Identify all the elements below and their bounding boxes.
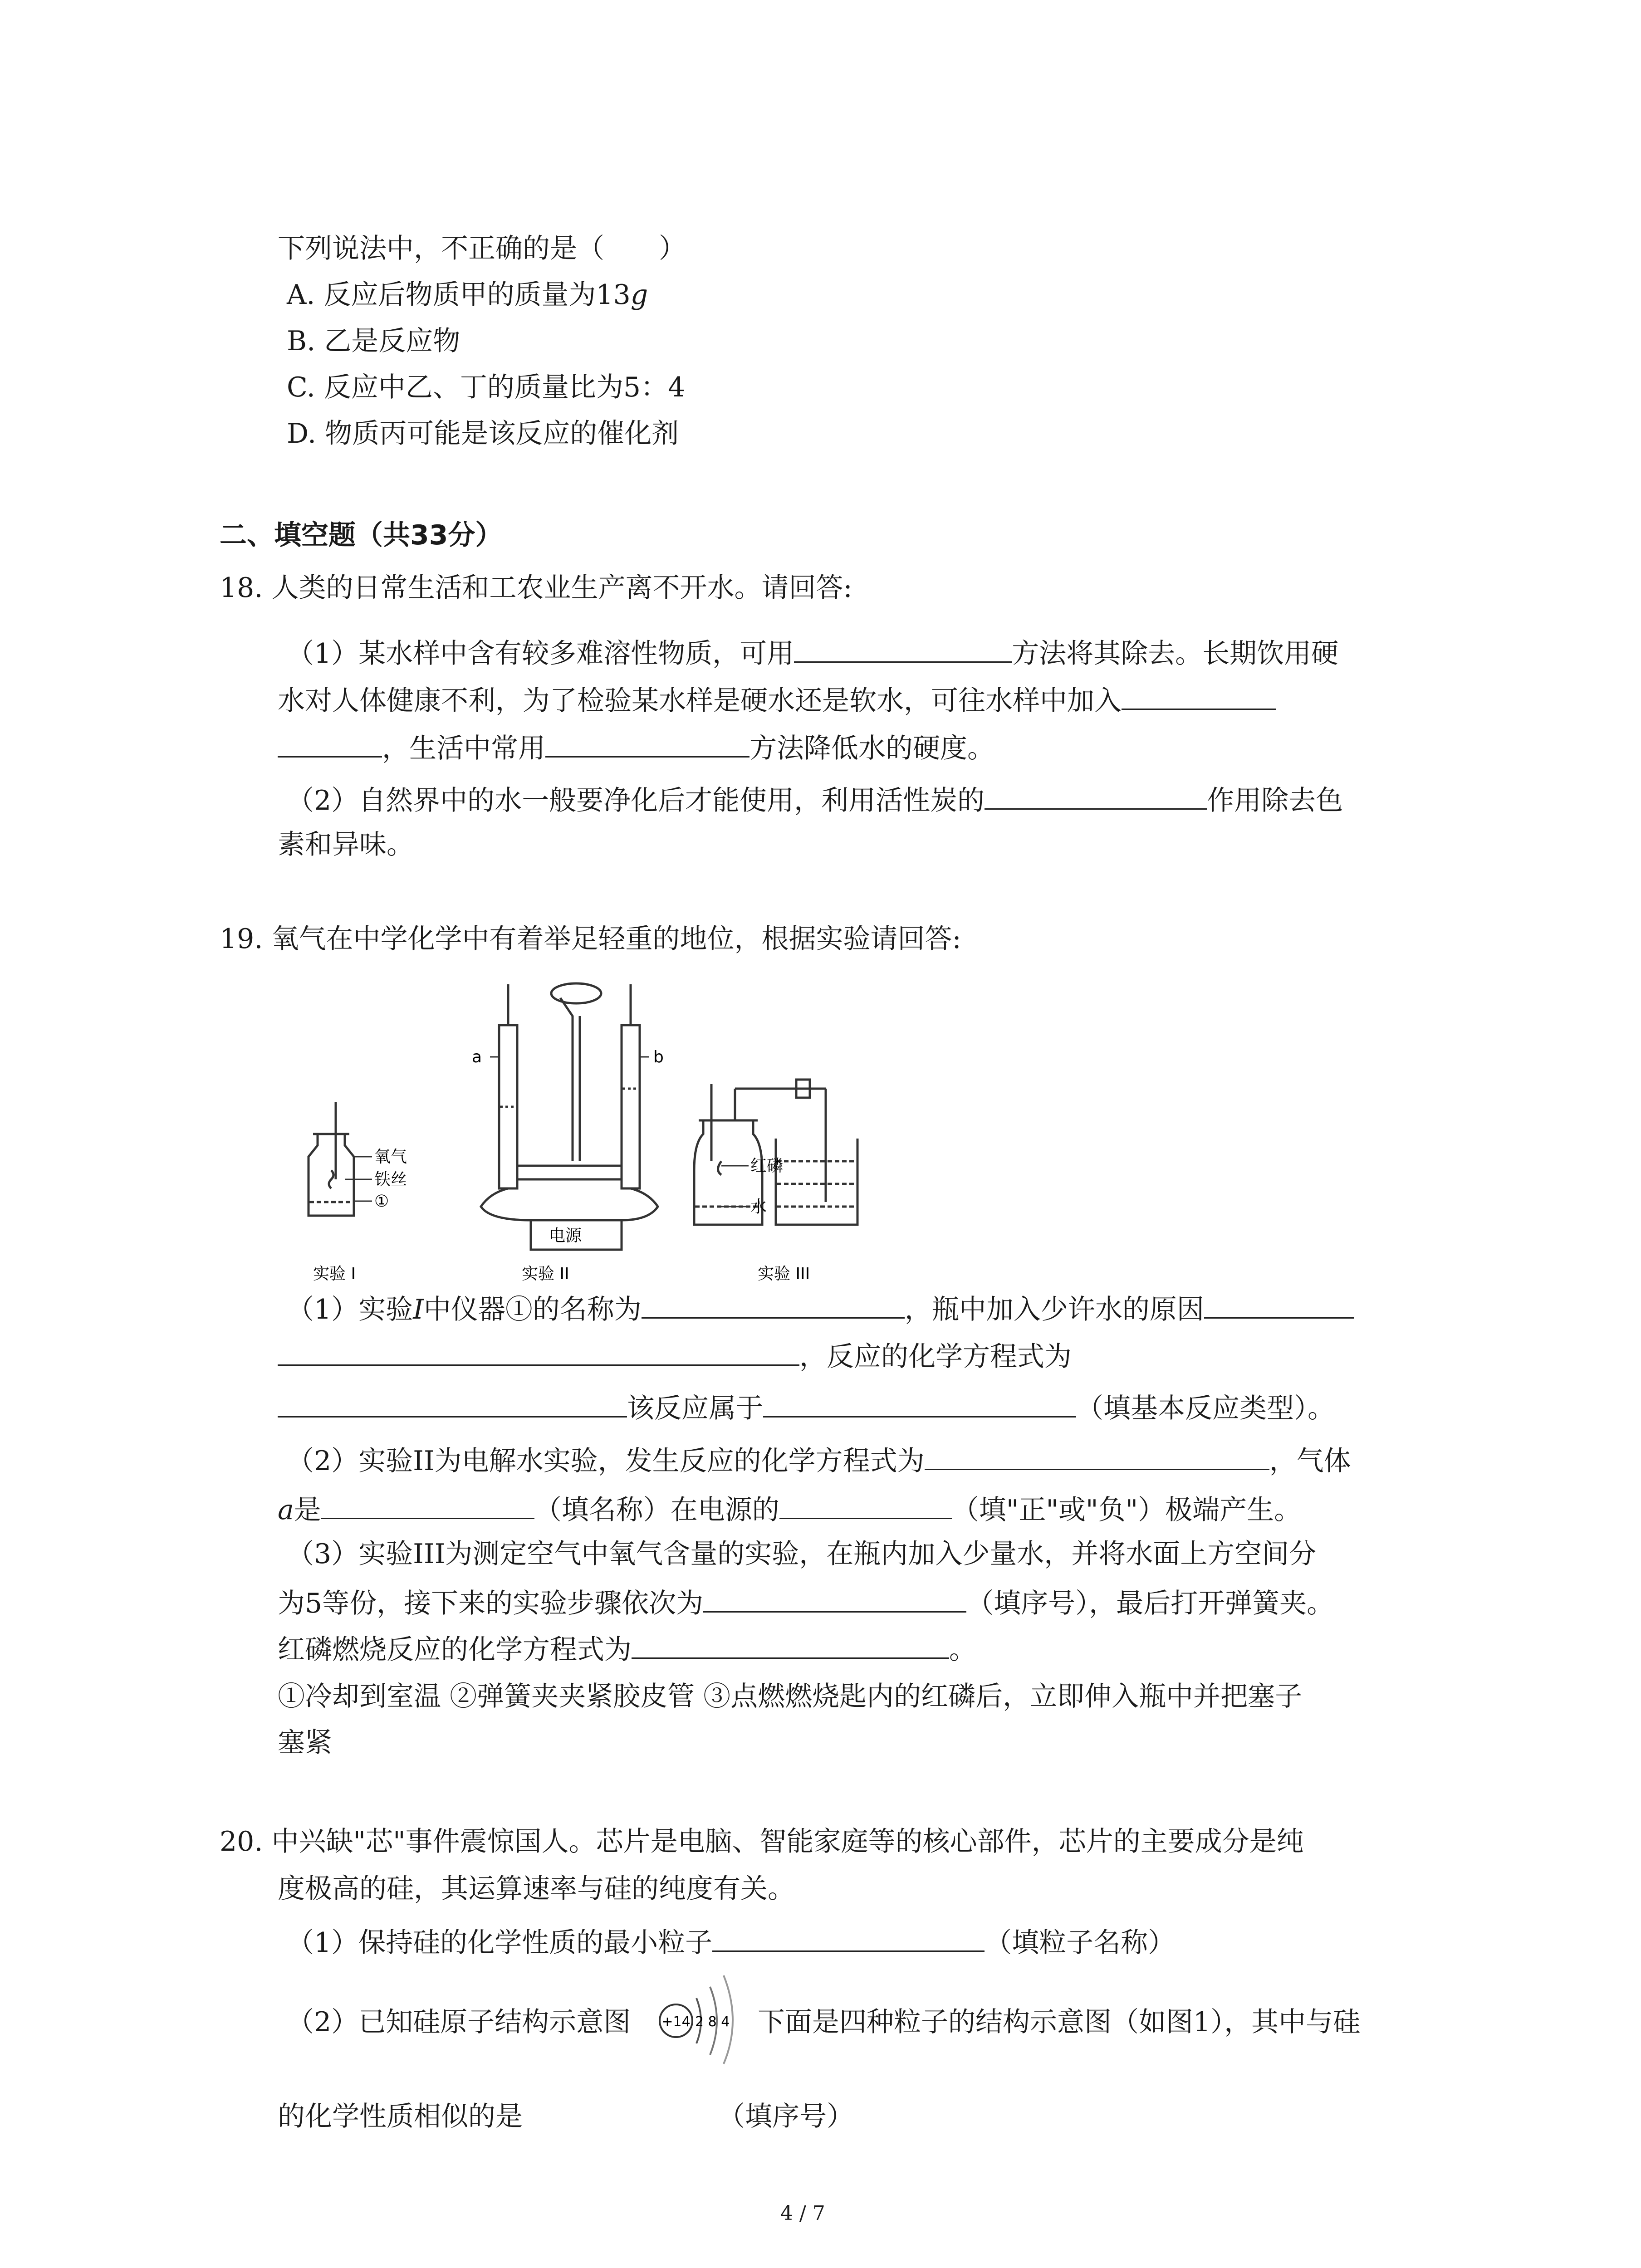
experiment-figure xyxy=(268,966,867,1293)
atom-electron-shells: 2 8 4 xyxy=(695,2014,730,2030)
label-a: a xyxy=(472,1048,482,1066)
answer-blank[interactable] xyxy=(779,1490,952,1519)
q20-part2-line1-left: （2）已知硅原子结构示意图 xyxy=(287,2006,631,2038)
answer-blank[interactable] xyxy=(545,728,749,758)
caption-experiment-1: 实验 I xyxy=(313,1265,356,1283)
q18-part2-line2: 素和异味。 xyxy=(278,829,414,860)
q17-option-d: D. 物质丙可能是该反应的催化剂 xyxy=(287,418,679,450)
q18-stem: 18. 人类的日常生活和工农业生产离不开水。请回答: xyxy=(220,572,852,604)
q19-part3-line3: 红磷燃烧反应的化学方程式为 。 xyxy=(278,1629,976,1668)
answer-blank[interactable] xyxy=(985,780,1207,810)
answer-blank[interactable] xyxy=(763,1388,1076,1418)
label-iron-wire: 铁丝 xyxy=(374,1170,407,1189)
q19-part1-line2: ，反应的化学方程式为 xyxy=(278,1336,1072,1375)
label-instrument-1: ① xyxy=(374,1192,389,1211)
q19-part3-line2: 为5等份，接下来的实验步骤依次为 （填序号），最后打开弹簧夹。 xyxy=(278,1583,1334,1622)
q18-part1-line3: ，生活中常用 方法降低水的硬度。 xyxy=(278,728,994,767)
label-power-supply: 电源 xyxy=(549,1227,582,1245)
answer-blank[interactable] xyxy=(712,1922,985,1952)
answer-blank[interactable] xyxy=(278,1388,627,1418)
q20-part2-line1-right: 下面是四种粒子的结构示意图（如图1），其中与硅 xyxy=(758,2006,1361,2038)
answer-blank[interactable] xyxy=(278,728,382,758)
answer-blank[interactable] xyxy=(703,1583,966,1613)
silicon-atom-diagram xyxy=(653,1971,758,2066)
q18-part1-line1: （1）某水样中含有较多难溶性物质，可用 方法将其除去。长期饮用硬 xyxy=(287,633,1338,672)
caption-experiment-3: 实验 III xyxy=(758,1265,810,1283)
q17-option-b: B. 乙是反应物 xyxy=(287,325,460,357)
q19-part1-line3: 该反应属于 （填基本反应类型）。 xyxy=(278,1388,1335,1427)
q20-part2-line2: 的化学性质相似的是 （填序号） xyxy=(278,2101,854,2132)
q19-part1-line1: （1）实验I中仪器①的名称为 ，瓶中加入少许水的原因 xyxy=(287,1289,1354,1328)
label-b: b xyxy=(653,1048,664,1066)
q19-stem: 19. 氧气在中学化学中有着举足轻重的地位，根据实验请回答: xyxy=(220,923,961,955)
q17-stem: 下列说法中，不正确的是（ ） xyxy=(278,233,686,264)
answer-blank[interactable] xyxy=(278,1336,799,1366)
q19-part2-line2: a是 （填名称）在电源的 （填"正"或"负"）极端产生。 xyxy=(278,1490,1301,1528)
answer-blank[interactable] xyxy=(1204,1289,1354,1319)
answer-blank[interactable] xyxy=(642,1289,905,1319)
page-number: 4 / 7 xyxy=(780,2202,825,2225)
q19-part2-line1: （2）实验II为电解水实验，发生反应的化学方程式为 ，气体 xyxy=(287,1441,1351,1479)
unit-g: g xyxy=(630,279,648,311)
q18-part2-line1: （2）自然界中的水一般要净化后才能使用，利用活性炭的 作用除去色 xyxy=(287,780,1343,819)
q17-option-c: C. 反应中乙、丁的质量比为5：4 xyxy=(287,371,686,403)
q20-stem-line2: 度极高的硅，其运算速率与硅的纯度有关。 xyxy=(278,1873,795,1905)
q19-part3-line1: （3）实验III为测定空气中氧气含量的实验，在瓶内加入少量水，并将水面上方空间分 xyxy=(287,1538,1317,1570)
answer-blank[interactable] xyxy=(925,1441,1269,1470)
experiment-1-jar xyxy=(309,1102,372,1216)
label-oxygen: 氧气 xyxy=(374,1148,407,1166)
q17-option-a: A. 反应后物质甲的质量为13g xyxy=(287,279,648,311)
q18-part1-line2: 水对人体健康不利，为了检验某水样是硬水还是软水，可往水样中加入 xyxy=(278,680,1276,719)
answer-blank[interactable] xyxy=(794,633,1012,663)
label-red-phosphorus: 红磷 xyxy=(750,1157,784,1175)
atom-nucleus: +14 xyxy=(661,2014,691,2030)
q20-stem-line1: 20. 中兴缺"芯"事件震惊国人。芯片是电脑、智能家庭等的核心部件，芯片的主要成分是纯 xyxy=(220,1826,1304,1857)
caption-experiment-2: 实验 II xyxy=(522,1265,569,1283)
q19-steps: ①冷却到室温 ②弹簧夹夹紧胶皮管 ③点燃燃烧匙内的红磷后，立即伸入瓶中并把塞子 xyxy=(278,1681,1303,1712)
answer-blank[interactable] xyxy=(632,1629,949,1659)
q20-part1: （1）保持硅的化学性质的最小粒子 （填粒子名称） xyxy=(287,1922,1175,1961)
experiment-2-apparatus xyxy=(481,983,658,1250)
label-water: 水 xyxy=(750,1198,767,1216)
q19-steps-cont: 塞紧 xyxy=(278,1727,332,1759)
answer-blank[interactable] xyxy=(321,1490,534,1519)
section-heading: 二、填空题（共33分） xyxy=(220,519,503,551)
answer-blank[interactable] xyxy=(1122,680,1276,710)
experiment-3-apparatus xyxy=(694,1080,857,1225)
